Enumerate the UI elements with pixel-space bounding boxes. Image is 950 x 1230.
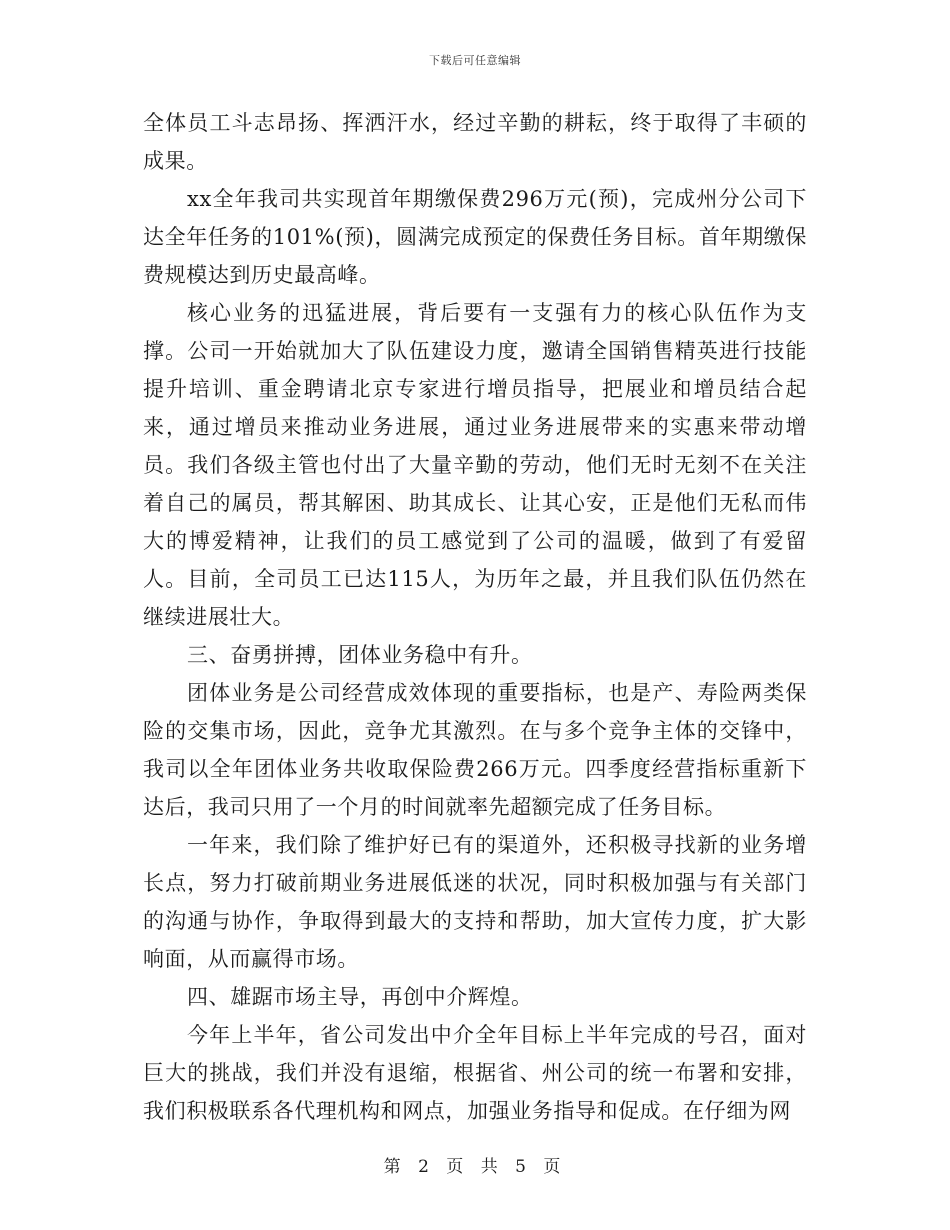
paragraph-5: 团体业务是公司经营成效体现的重要指标，也是产、寿险两类保险的交集市场，因此，竞争尤其激烈。在与多个竞争主体的交锋中，我司以全年团体业务共收取保险费266万元。四季度经营指标重新下达后，我司只用了一个月的时间就率先超额完成了任务目标。 bbox=[143, 681, 807, 819]
paragraph-6: 一年来，我们除了维护好已有的渠道外，还积极寻找新的业务增长点，努力打破前期业务进展低迷的状况，同时积极加强与有关部门的沟通与协作，争取得到最大的支持和帮助，加大宣传力度，扩大影响面，从而赢得市场。 bbox=[143, 833, 807, 971]
page-header: 下载后可任意编辑 bbox=[429, 54, 521, 67]
paragraph-1: 全体员工斗志昂扬、挥洒汗水，经过辛勤的耕耘，终于取得了丰硕的成果。 bbox=[143, 111, 807, 173]
section-heading-3: 三、奋勇拼搏，团体业务稳中有升。 bbox=[187, 643, 533, 667]
paragraph-3: 核心业务的迅猛进展，背后要有一支强有力的核心队伍作为支撑。公司一开始就加大了队伍建设力度，邀请全国销售精英进行技能提升培训、重金聘请北京专家进行增员指导，把展业和增员结合起来，通过增员来推动业务进展，通过业务进展带来的实惠来带动增员。我们各级主管也付出了大量辛勤的劳动，他们无时无刻不在关注着自己的属员，帮其解困、助其成长、让其心安，正是他们无私而伟大的博爱精神，让我们的员工感觉到了公司的温暖，做到了有爱留人。目前，全司员工已达115人，为历年之最，并且我们队伍仍然在继续进展壮大。 bbox=[143, 301, 807, 629]
paragraph-2: xx全年我司共实现首年期缴保费296万元(预)，完成州分公司下达全年任务的101%(预)，圆满完成预定的保费任务目标。首年期缴保费规模达到历史最高峰。 bbox=[143, 187, 807, 287]
page-number-footer: 第 2 页 共 5 页 bbox=[383, 1157, 567, 1177]
document-body bbox=[143, 104, 807, 1130]
section-heading-4: 四、雄踞市场主导，再创中介辉煌。 bbox=[187, 985, 533, 1009]
paragraph-8: 今年上半年，省公司发出中介全年目标上半年完成的号召，面对巨大的挑战，我们并没有退缩，根据省、州公司的统一布署和安排，我们积极联系各代理机构和网点，加强业务指导和促成。在仔细为网 bbox=[143, 1023, 807, 1123]
